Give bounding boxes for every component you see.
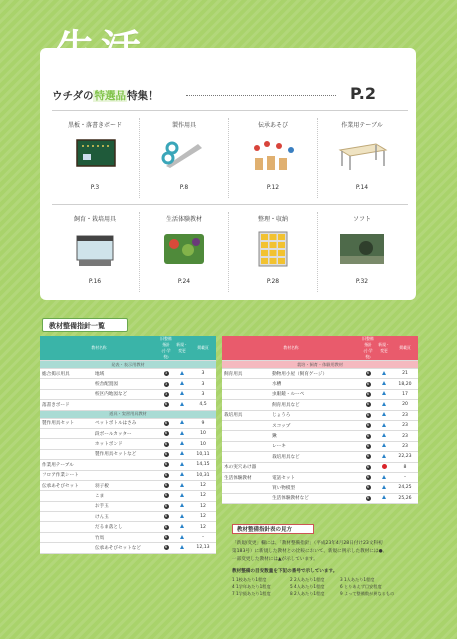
- row-group: [40, 501, 93, 511]
- row-name: 虫眼鏡・ルーペ: [270, 389, 360, 399]
- quantity-badge: 6: [164, 451, 168, 456]
- headline-prefix: ウチダの: [52, 90, 94, 102]
- col-c1: 旧整備指針 (小学校): [158, 336, 174, 361]
- catalog-item-storage[interactable]: [231, 214, 315, 292]
- row-name: 動物用小屋（飼育ゲージ）: [270, 369, 360, 379]
- divider: [228, 212, 229, 292]
- quantity-badge: 6: [366, 454, 370, 459]
- row-name: お手玉: [93, 501, 158, 511]
- quantity-badge: 6: [164, 462, 168, 467]
- row-name: 飼育用具など: [270, 400, 360, 410]
- row-group: [40, 439, 93, 449]
- quantity-badge: 6: [164, 493, 168, 498]
- row-group: [40, 449, 93, 459]
- right-guideline-table: [222, 336, 418, 504]
- item-page: P.32: [355, 278, 369, 285]
- quantity-badge: 6: [164, 431, 168, 436]
- table-row: [40, 389, 216, 399]
- catalog-item-life-experience[interactable]: [142, 214, 226, 292]
- quantity-badge: 6: [164, 472, 168, 477]
- item-page: P.16: [88, 278, 102, 285]
- quantity-badge: 6: [366, 433, 370, 438]
- row-group: [222, 483, 270, 493]
- row-name: ホットボンド: [93, 439, 158, 449]
- divider: [139, 118, 140, 198]
- row-group: フロア作業シート: [40, 470, 158, 480]
- quantity-badge: 6: [366, 381, 370, 386]
- item-page: P.3: [90, 184, 100, 191]
- table-row: [222, 462, 418, 472]
- col-c2: 新規・ 変更: [174, 336, 190, 361]
- row-page: 23: [392, 431, 418, 441]
- quantity-badge: 3: [164, 381, 168, 386]
- quantity-badge: 6: [366, 464, 370, 469]
- aquarium-image: [69, 230, 121, 268]
- item-label: 製作用具: [171, 122, 196, 129]
- row-group: [222, 493, 270, 503]
- row-group: 作業用テーブル: [40, 460, 158, 470]
- changed-marker-icon: [382, 485, 386, 489]
- divider: [317, 118, 318, 198]
- row-group: 製作用具セット: [40, 418, 93, 428]
- row-group: [222, 431, 270, 441]
- explanation-line: 「新規/変更」欄には、「教材整備指針」（平成23年4月28日付け23文科初: [232, 541, 383, 546]
- scissors-image: [158, 136, 210, 174]
- row-page: 9: [190, 418, 216, 428]
- table-row: [40, 369, 216, 379]
- legend-item: 7 1学級あたり1程度: [232, 591, 271, 596]
- quantity-badge: 6: [164, 514, 168, 519]
- row-name: 鍬: [270, 431, 360, 441]
- quantity-badge: 6: [366, 371, 370, 376]
- quantity-badge: 6: [366, 475, 370, 480]
- legend-item: 1 1校あたり1程度: [232, 577, 267, 582]
- row-name: けん玉: [93, 512, 158, 522]
- quantity-badge: 6: [164, 545, 168, 550]
- quantity-badge: 6: [164, 535, 168, 540]
- row-group: 栽培用具: [222, 410, 270, 420]
- explanation-line: 一部変更した教材には▲が示しています。: [232, 557, 318, 562]
- section-row: [222, 361, 418, 369]
- row-page: 23: [392, 420, 418, 430]
- row-name: じょうろ: [270, 410, 360, 420]
- table-row: [40, 379, 216, 389]
- legend-item: 6 とりあえず目安程度: [340, 584, 382, 589]
- changed-marker-icon: [180, 420, 184, 424]
- item-page: P.8: [179, 184, 189, 191]
- item-page: P.14: [355, 184, 369, 191]
- row-name: 生活体験教材など: [270, 493, 360, 503]
- row-page: 18,20: [392, 379, 418, 389]
- table-row: [222, 441, 418, 451]
- changed-marker-icon: [382, 391, 386, 395]
- row-page: 8: [392, 462, 418, 472]
- changed-marker-icon: [180, 493, 184, 497]
- toys-image: [247, 136, 299, 174]
- row-page: 24,25: [392, 483, 418, 493]
- row-page: 23: [392, 410, 418, 420]
- row-page: 12: [190, 512, 216, 522]
- changed-marker-icon: [382, 371, 386, 375]
- quantity-badge: 6: [164, 402, 168, 407]
- changed-marker-icon: [180, 451, 184, 455]
- table-row: [40, 480, 216, 490]
- row-name: スコップ: [270, 420, 360, 430]
- changed-marker-icon: [180, 472, 184, 476]
- col-name: 教材名称: [222, 336, 360, 361]
- row-name: だるま落とし: [93, 522, 158, 532]
- row-group: [222, 420, 270, 430]
- table-row: [222, 483, 418, 493]
- quantity-badge: 6: [164, 441, 168, 446]
- item-page: P.28: [266, 278, 280, 285]
- row-page: 25,26: [392, 493, 418, 503]
- left-guideline-table: [40, 336, 216, 554]
- table-row: [222, 472, 418, 482]
- changed-marker-icon: [180, 524, 184, 528]
- table-row: [40, 543, 216, 553]
- row-page: –: [190, 532, 216, 542]
- changed-marker-icon: [382, 433, 386, 437]
- item-page: P.12: [266, 184, 280, 191]
- table-row: [222, 493, 418, 503]
- row-name: こま: [93, 491, 158, 501]
- table-row: [222, 379, 418, 389]
- row-name: 羽子板: [93, 480, 158, 490]
- item-label: 生活体験教材: [165, 216, 202, 223]
- row-name: ペットボトルはさみ: [93, 418, 158, 428]
- item-label: 飼育・栽培用具: [73, 216, 116, 223]
- row-group: [40, 543, 93, 553]
- quantity-badge: 6: [366, 391, 370, 396]
- row-group: [40, 389, 93, 399]
- divider: [139, 212, 140, 292]
- row-name: 栽培用具など: [270, 452, 360, 462]
- row-group: [40, 379, 93, 389]
- quantity-badge: 6: [366, 485, 370, 490]
- explanation-title: 教材整備指針表の見方: [232, 524, 314, 534]
- new-marker-icon: [382, 464, 387, 469]
- legend-item: 8 2人あたり1程度: [290, 591, 325, 596]
- divider: [52, 204, 408, 205]
- headline-suffix: 特集！: [126, 90, 159, 102]
- catalog-item-work-table[interactable]: [320, 120, 404, 198]
- catalog-item-software[interactable]: [320, 214, 404, 292]
- changed-marker-icon: [180, 431, 184, 435]
- changed-marker-icon: [180, 441, 184, 445]
- row-page: 10,31: [190, 470, 216, 480]
- row-group: 生活体験教材: [222, 472, 270, 482]
- table-row: [40, 522, 216, 532]
- changed-marker-icon: [180, 503, 184, 507]
- quantity-badge: 6: [366, 495, 370, 500]
- row-page: 12: [190, 501, 216, 511]
- changed-marker-icon: [382, 443, 386, 447]
- table-row: [40, 460, 216, 470]
- table-row: [40, 532, 216, 542]
- divider: [228, 118, 229, 198]
- legend-item: 2 2人あたり1程度: [290, 577, 325, 582]
- row-group: [222, 452, 270, 462]
- row-group: [222, 379, 270, 389]
- row-page: 22,23: [392, 452, 418, 462]
- section-label: 発表・表示用教材: [40, 361, 216, 369]
- col-c1: 旧整備指針 (小学校): [360, 336, 376, 361]
- row-group: [40, 532, 93, 542]
- legend-item: 9 よって整備数が異なるもの: [340, 591, 395, 596]
- item-label: 黒板・落書きボード: [67, 122, 122, 129]
- table-row: [40, 491, 216, 501]
- changed-marker-icon: [382, 454, 386, 458]
- catalog-item-breeding-tools[interactable]: [53, 214, 137, 292]
- feature-headline: [52, 88, 158, 103]
- catalog-item-craft-tools[interactable]: [142, 120, 226, 198]
- row-name: 伝承あそびセットなど: [93, 543, 158, 553]
- headline-highlight: 特選品: [94, 90, 126, 102]
- changed-marker-icon: [382, 402, 386, 406]
- item-label: 整理・収納: [257, 216, 288, 223]
- row-group: 飼育用具: [222, 369, 270, 379]
- row-page: –: [392, 472, 418, 482]
- item-page: P.24: [177, 278, 191, 285]
- vegetables-image: [158, 230, 210, 268]
- table-row: [40, 470, 216, 480]
- changed-marker-icon: [180, 371, 184, 375]
- section-row: [40, 410, 216, 418]
- legend-item: 5 4人あたり1程度: [290, 584, 325, 589]
- row-page: 20: [392, 400, 418, 410]
- blackboard-image: [69, 136, 121, 174]
- table-row: [40, 501, 216, 511]
- table-row: [40, 439, 216, 449]
- row-page: 21: [392, 369, 418, 379]
- section-label: 栽培・飼育・体験用教材: [222, 361, 418, 369]
- row-page: 14,15: [190, 460, 216, 470]
- shelf-image: [247, 230, 299, 268]
- table-row: [222, 369, 418, 379]
- row-group: [222, 441, 270, 451]
- row-group: [40, 512, 93, 522]
- leader-dots: [186, 95, 336, 96]
- col-c2: 新規・ 変更: [376, 336, 392, 361]
- legend-item: 3 1人あたり1程度: [340, 577, 375, 582]
- table-image: [336, 136, 388, 174]
- table-row: [222, 420, 418, 430]
- row-name: 校区内地図など: [93, 389, 158, 399]
- row-name: 段ボールカッター: [93, 428, 158, 438]
- quantity-badge: 6: [366, 443, 370, 448]
- row-name: 水槽: [270, 379, 360, 389]
- row-name: 校舎配置図: [93, 379, 158, 389]
- item-label: ソフト: [352, 216, 371, 223]
- row-page: 3: [190, 369, 216, 379]
- row-page: 3: [190, 389, 216, 399]
- table-row: [40, 400, 216, 410]
- divider: [317, 212, 318, 292]
- legend-item: 4 1学年あたり1程度: [232, 584, 271, 589]
- row-name: 竹馬: [93, 532, 158, 542]
- table-row: [40, 428, 216, 438]
- row-name: 電話セット: [270, 472, 360, 482]
- changed-marker-icon: [382, 381, 386, 385]
- table-row: [40, 418, 216, 428]
- changed-marker-icon: [180, 391, 184, 395]
- changed-marker-icon: [382, 423, 386, 427]
- table-row: [222, 410, 418, 420]
- changed-marker-icon: [180, 381, 184, 385]
- changed-marker-icon: [180, 514, 184, 518]
- table-row: [222, 389, 418, 399]
- quantity-badge: 6: [164, 420, 168, 425]
- quantity-badge: 6: [164, 503, 168, 508]
- item-label: 伝承あそび: [257, 122, 288, 129]
- quantity-badge: 6: [366, 423, 370, 428]
- photo-image: [336, 230, 388, 268]
- col-c3: 掲載頁: [392, 336, 418, 361]
- row-page: 12: [190, 480, 216, 490]
- page-number: P.2: [350, 84, 376, 103]
- explanation-line: 教材整備の目安数量を下記の番号で示しています。: [232, 569, 338, 574]
- changed-marker-icon: [180, 462, 184, 466]
- table-row: [222, 400, 418, 410]
- section-row: [40, 361, 216, 369]
- row-page: 10,11: [190, 449, 216, 459]
- row-name: 製作用具セットなど: [93, 449, 158, 459]
- col-name: 教材名称: [40, 336, 158, 361]
- row-page: 17: [392, 389, 418, 399]
- row-name: レーキ: [270, 441, 360, 451]
- section-label: 道具・実習用具教材: [40, 410, 216, 418]
- row-group: 木の実穴あけ器: [222, 462, 360, 472]
- row-name: 買い物模型: [270, 483, 360, 493]
- quantity-badge: 6: [164, 483, 168, 488]
- row-group: [40, 491, 93, 501]
- row-page: 23: [392, 441, 418, 451]
- divider: [52, 110, 408, 111]
- row-page: 12,13: [190, 543, 216, 553]
- quantity-badge: 6: [366, 402, 370, 407]
- row-group: 総合掲示用具: [40, 369, 93, 379]
- row-page: 10: [190, 428, 216, 438]
- table-row: [222, 431, 418, 441]
- row-page: 4,5: [190, 400, 216, 410]
- quantity-badge: 6: [164, 524, 168, 529]
- row-group: [222, 389, 270, 399]
- row-page: 3: [190, 379, 216, 389]
- row-group: 伝承あそびセット: [40, 480, 93, 490]
- catalog-item-blackboard[interactable]: [53, 120, 137, 198]
- changed-marker-icon: [180, 402, 184, 406]
- table-row: [40, 449, 216, 459]
- changed-marker-icon: [180, 545, 184, 549]
- row-group: [40, 428, 93, 438]
- row-group: [40, 522, 93, 532]
- changed-marker-icon: [180, 535, 184, 539]
- changed-marker-icon: [382, 495, 386, 499]
- changed-marker-icon: [180, 483, 184, 487]
- table-row: [222, 452, 418, 462]
- row-page: 12: [190, 522, 216, 532]
- quantity-badge: 3: [164, 371, 168, 376]
- item-label: 作業用テーブル: [341, 122, 383, 129]
- quantity-badge: 3: [164, 391, 168, 396]
- explanation-line: 第183号）に新規した教材との比較において、新規に例示した教材には●、: [232, 549, 388, 554]
- changed-marker-icon: [382, 475, 386, 479]
- row-name: 地域: [93, 369, 158, 379]
- row-page: 12: [190, 491, 216, 501]
- quantity-badge: 6: [366, 412, 370, 417]
- row-group: [222, 400, 270, 410]
- row-group: 落書きボード: [40, 400, 158, 410]
- changed-marker-icon: [382, 412, 386, 416]
- row-page: 10: [190, 439, 216, 449]
- catalog-item-traditional-play[interactable]: [231, 120, 315, 198]
- col-c3: 掲載頁: [190, 336, 216, 361]
- table-row: [40, 512, 216, 522]
- list-title: 教材整備指針一覧: [42, 318, 128, 332]
